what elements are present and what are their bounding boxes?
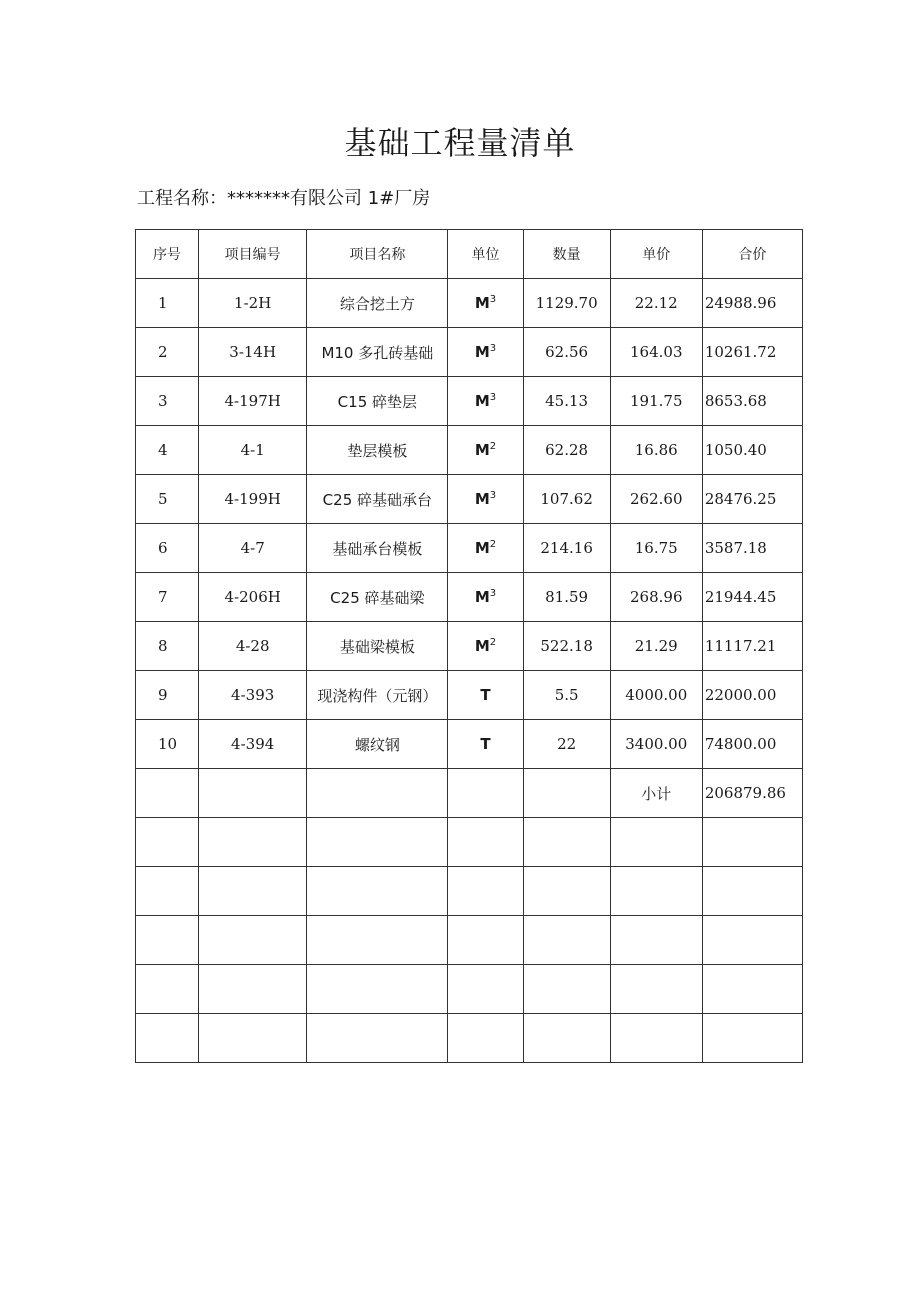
unit-exponent: 3 — [489, 294, 497, 305]
unit-symbol: M — [474, 441, 490, 459]
unit-symbol: M — [474, 490, 490, 508]
unit-exponent: 3 — [489, 343, 497, 354]
row-code: 4-7 — [199, 524, 307, 573]
unit-exponent: 3 — [489, 490, 497, 501]
unit-exponent: 2 — [489, 539, 497, 550]
empty-cell — [136, 769, 199, 818]
table-row — [136, 622, 803, 671]
row-price: 4000.00 — [610, 671, 702, 720]
row-unit — [448, 573, 523, 622]
row-qty: 62.56 — [523, 328, 610, 377]
row-unit — [448, 475, 523, 524]
table-row — [136, 524, 803, 573]
header-code: 项目编号 — [199, 230, 307, 279]
empty-cell — [199, 867, 307, 916]
row-seq: 4 — [136, 426, 199, 475]
empty-row — [136, 965, 803, 1014]
empty-cell — [448, 867, 523, 916]
row-seq: 9 — [136, 671, 199, 720]
row-total: 8653.68 — [702, 377, 802, 426]
empty-cell — [523, 965, 610, 1014]
row-price: 191.75 — [610, 377, 702, 426]
row-code: 1-2H — [199, 279, 307, 328]
row-total: 10261.72 — [702, 328, 802, 377]
empty-cell — [199, 1014, 307, 1063]
row-price: 16.75 — [610, 524, 702, 573]
empty-cell — [448, 818, 523, 867]
row-name: 现浇构件（元钢） — [307, 671, 448, 720]
header-qty: 数量 — [523, 230, 610, 279]
unit-symbol: M — [474, 637, 490, 655]
empty-cell — [136, 818, 199, 867]
page-title: 基础工程量清单 — [344, 124, 576, 162]
empty-cell — [523, 867, 610, 916]
empty-cell — [136, 867, 199, 916]
empty-row — [136, 916, 803, 965]
header-name: 项目名称 — [307, 230, 448, 279]
unit-symbol: T — [480, 735, 491, 753]
row-unit — [448, 622, 523, 671]
table-row — [136, 279, 803, 328]
empty-cell — [199, 916, 307, 965]
row-total: 22000.00 — [702, 671, 802, 720]
empty-cell — [448, 965, 523, 1014]
row-name: C15 碎垫层 — [307, 377, 448, 426]
row-name: 基础承台模板 — [307, 524, 448, 573]
row-name: 综合挖土方 — [307, 279, 448, 328]
table-row — [136, 426, 803, 475]
row-unit — [448, 328, 523, 377]
row-code: 4-199H — [199, 475, 307, 524]
unit-symbol: T — [480, 686, 491, 704]
empty-cell — [448, 769, 523, 818]
row-name: 基础梁模板 — [307, 622, 448, 671]
table-row — [136, 328, 803, 377]
unit-symbol: M — [474, 539, 490, 557]
row-seq: 7 — [136, 573, 199, 622]
row-seq: 10 — [136, 720, 199, 769]
header-total: 合价 — [702, 230, 802, 279]
empty-cell — [610, 965, 702, 1014]
subtotal-label: 小计 — [610, 769, 702, 818]
row-code: 4-206H — [199, 573, 307, 622]
row-code: 4-394 — [199, 720, 307, 769]
header-unit: 单位 — [448, 230, 523, 279]
empty-cell — [523, 818, 610, 867]
empty-cell — [448, 916, 523, 965]
empty-cell — [702, 818, 802, 867]
header-seq: 序号 — [136, 230, 199, 279]
header-price: 单价 — [610, 230, 702, 279]
row-code: 3-14H — [199, 328, 307, 377]
row-total: 74800.00 — [702, 720, 802, 769]
row-price: 268.96 — [610, 573, 702, 622]
empty-cell — [702, 867, 802, 916]
table-row — [136, 671, 803, 720]
row-code: 4-28 — [199, 622, 307, 671]
row-unit — [448, 377, 523, 426]
unit-exponent: 3 — [489, 392, 497, 403]
empty-cell — [610, 916, 702, 965]
empty-cell — [307, 818, 448, 867]
row-price: 16.86 — [610, 426, 702, 475]
row-seq: 6 — [136, 524, 199, 573]
row-name: M10 多孔砖基础 — [307, 328, 448, 377]
empty-cell — [610, 818, 702, 867]
row-price: 3400.00 — [610, 720, 702, 769]
row-total: 1050.40 — [702, 426, 802, 475]
table-header-row — [136, 230, 803, 279]
row-name: 垫层模板 — [307, 426, 448, 475]
unit-exponent: 3 — [489, 588, 497, 599]
row-seq: 5 — [136, 475, 199, 524]
row-unit — [448, 524, 523, 573]
row-name: C25 碎基础梁 — [307, 573, 448, 622]
unit-symbol: M — [474, 294, 490, 312]
row-qty: 81.59 — [523, 573, 610, 622]
empty-cell — [523, 769, 610, 818]
row-qty: 62.28 — [523, 426, 610, 475]
project-name: 工程名称：*******有限公司 1#厂房 — [137, 188, 431, 209]
row-qty: 1129.70 — [523, 279, 610, 328]
empty-cell — [307, 867, 448, 916]
empty-cell — [448, 1014, 523, 1063]
empty-cell — [307, 1014, 448, 1063]
empty-cell — [136, 1014, 199, 1063]
row-name: 螺纹钢 — [307, 720, 448, 769]
empty-cell — [199, 818, 307, 867]
empty-cell — [199, 965, 307, 1014]
row-code: 4-393 — [199, 671, 307, 720]
empty-cell — [523, 1014, 610, 1063]
row-seq: 3 — [136, 377, 199, 426]
row-total: 11117.21 — [702, 622, 802, 671]
row-qty: 22 — [523, 720, 610, 769]
row-unit — [448, 279, 523, 328]
empty-row — [136, 867, 803, 916]
empty-row — [136, 818, 803, 867]
row-total: 24988.96 — [702, 279, 802, 328]
table-row — [136, 475, 803, 524]
row-seq: 2 — [136, 328, 199, 377]
row-unit — [448, 671, 523, 720]
empty-cell — [199, 769, 307, 818]
row-unit — [448, 720, 523, 769]
empty-cell — [702, 916, 802, 965]
row-price: 262.60 — [610, 475, 702, 524]
unit-exponent: 2 — [489, 441, 497, 452]
empty-cell — [307, 769, 448, 818]
row-seq: 1 — [136, 279, 199, 328]
unit-exponent: 2 — [489, 637, 497, 648]
empty-cell — [307, 965, 448, 1014]
row-price: 21.29 — [610, 622, 702, 671]
table-row — [136, 377, 803, 426]
empty-cell — [136, 916, 199, 965]
unit-symbol: M — [474, 392, 490, 410]
row-code: 4-197H — [199, 377, 307, 426]
empty-cell — [610, 1014, 702, 1063]
empty-cell — [523, 916, 610, 965]
bill-table — [135, 229, 803, 1063]
row-price: 22.12 — [610, 279, 702, 328]
row-qty: 107.62 — [523, 475, 610, 524]
row-seq: 8 — [136, 622, 199, 671]
subtotal-row — [136, 769, 803, 818]
table-row — [136, 720, 803, 769]
empty-cell — [702, 965, 802, 1014]
row-name: C25 碎基础承台 — [307, 475, 448, 524]
empty-cell — [610, 867, 702, 916]
row-total: 21944.45 — [702, 573, 802, 622]
row-qty: 5.5 — [523, 671, 610, 720]
empty-cell — [307, 916, 448, 965]
unit-symbol: M — [474, 588, 490, 606]
subtotal-value: 206879.86 — [702, 769, 802, 818]
row-qty: 45.13 — [523, 377, 610, 426]
row-unit — [448, 426, 523, 475]
empty-row — [136, 1014, 803, 1063]
row-total: 3587.18 — [702, 524, 802, 573]
row-code: 4-1 — [199, 426, 307, 475]
empty-cell — [136, 965, 199, 1014]
row-qty: 522.18 — [523, 622, 610, 671]
row-total: 28476.25 — [702, 475, 802, 524]
table-row — [136, 573, 803, 622]
row-price: 164.03 — [610, 328, 702, 377]
empty-cell — [702, 1014, 802, 1063]
unit-symbol: M — [474, 343, 490, 361]
row-qty: 214.16 — [523, 524, 610, 573]
